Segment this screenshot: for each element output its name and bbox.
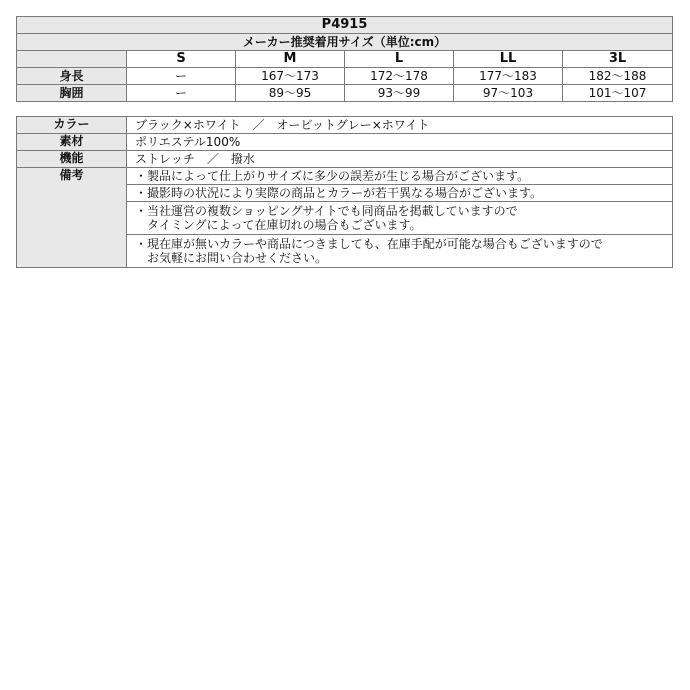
size-header-s: S xyxy=(127,51,236,68)
table-row xyxy=(17,151,673,168)
table-row xyxy=(17,68,673,85)
height-value: 167〜173 xyxy=(236,68,345,85)
size-header-3l: 3L xyxy=(563,51,673,68)
chest-value: 89〜95 xyxy=(236,85,345,102)
color-value: ブラック×ホワイト ／ オービットグレー×ホワイト xyxy=(127,117,673,134)
material-label: 素材 xyxy=(17,134,127,151)
size-header-l: L xyxy=(345,51,454,68)
product-spec-table xyxy=(16,116,673,268)
height-value: 182〜188 xyxy=(563,68,673,85)
note-line: ・製品によって仕上がりサイズに多少の誤差が生じる場合がございます。 xyxy=(135,169,530,183)
notes-label: 備考 xyxy=(17,168,127,268)
note-line: ・当社運営の複数ショッピングサイトでも同商品を掲載していますので xyxy=(135,204,518,218)
table-row xyxy=(17,168,673,185)
product-code: P4915 xyxy=(17,17,673,34)
note-item xyxy=(127,168,673,185)
note-item xyxy=(127,185,673,202)
table-row xyxy=(17,117,673,134)
chest-value: ー xyxy=(127,85,236,102)
note-item xyxy=(127,202,673,235)
note-item xyxy=(127,235,673,268)
size-chart-subtitle: メーカー推奨着用サイズ（単位:cm） xyxy=(17,34,673,51)
note-line: ・撮影時の状況により実際の商品とカラーが若干異なる場合がございます。 xyxy=(135,186,543,200)
function-label: 機能 xyxy=(17,151,127,168)
size-header-ll: LL xyxy=(454,51,563,68)
height-value: 172〜178 xyxy=(345,68,454,85)
chest-label: 胸囲 xyxy=(17,85,127,102)
chest-value: 101〜107 xyxy=(563,85,673,102)
material-value: ポリエステル100% xyxy=(127,134,673,151)
height-value: ー xyxy=(127,68,236,85)
note-line: ・現在庫が無いカラーや商品につきましても、在庫手配が可能な場合もございますので xyxy=(135,237,603,251)
chest-value: 97〜103 xyxy=(454,85,563,102)
function-value: ストレッチ ／ 撥水 xyxy=(127,151,673,168)
note-line: タイミングによって在庫切れの場合もございます。 xyxy=(135,218,422,232)
color-label: カラー xyxy=(17,117,127,134)
table-row xyxy=(17,134,673,151)
height-label: 身長 xyxy=(17,68,127,85)
size-header-corner xyxy=(17,51,127,68)
size-chart-table xyxy=(16,16,673,102)
note-line: お気軽にお問い合わせください。 xyxy=(135,251,328,265)
table-row xyxy=(17,85,673,102)
height-value: 177〜183 xyxy=(454,68,563,85)
size-header-m: M xyxy=(236,51,345,68)
chest-value: 93〜99 xyxy=(345,85,454,102)
